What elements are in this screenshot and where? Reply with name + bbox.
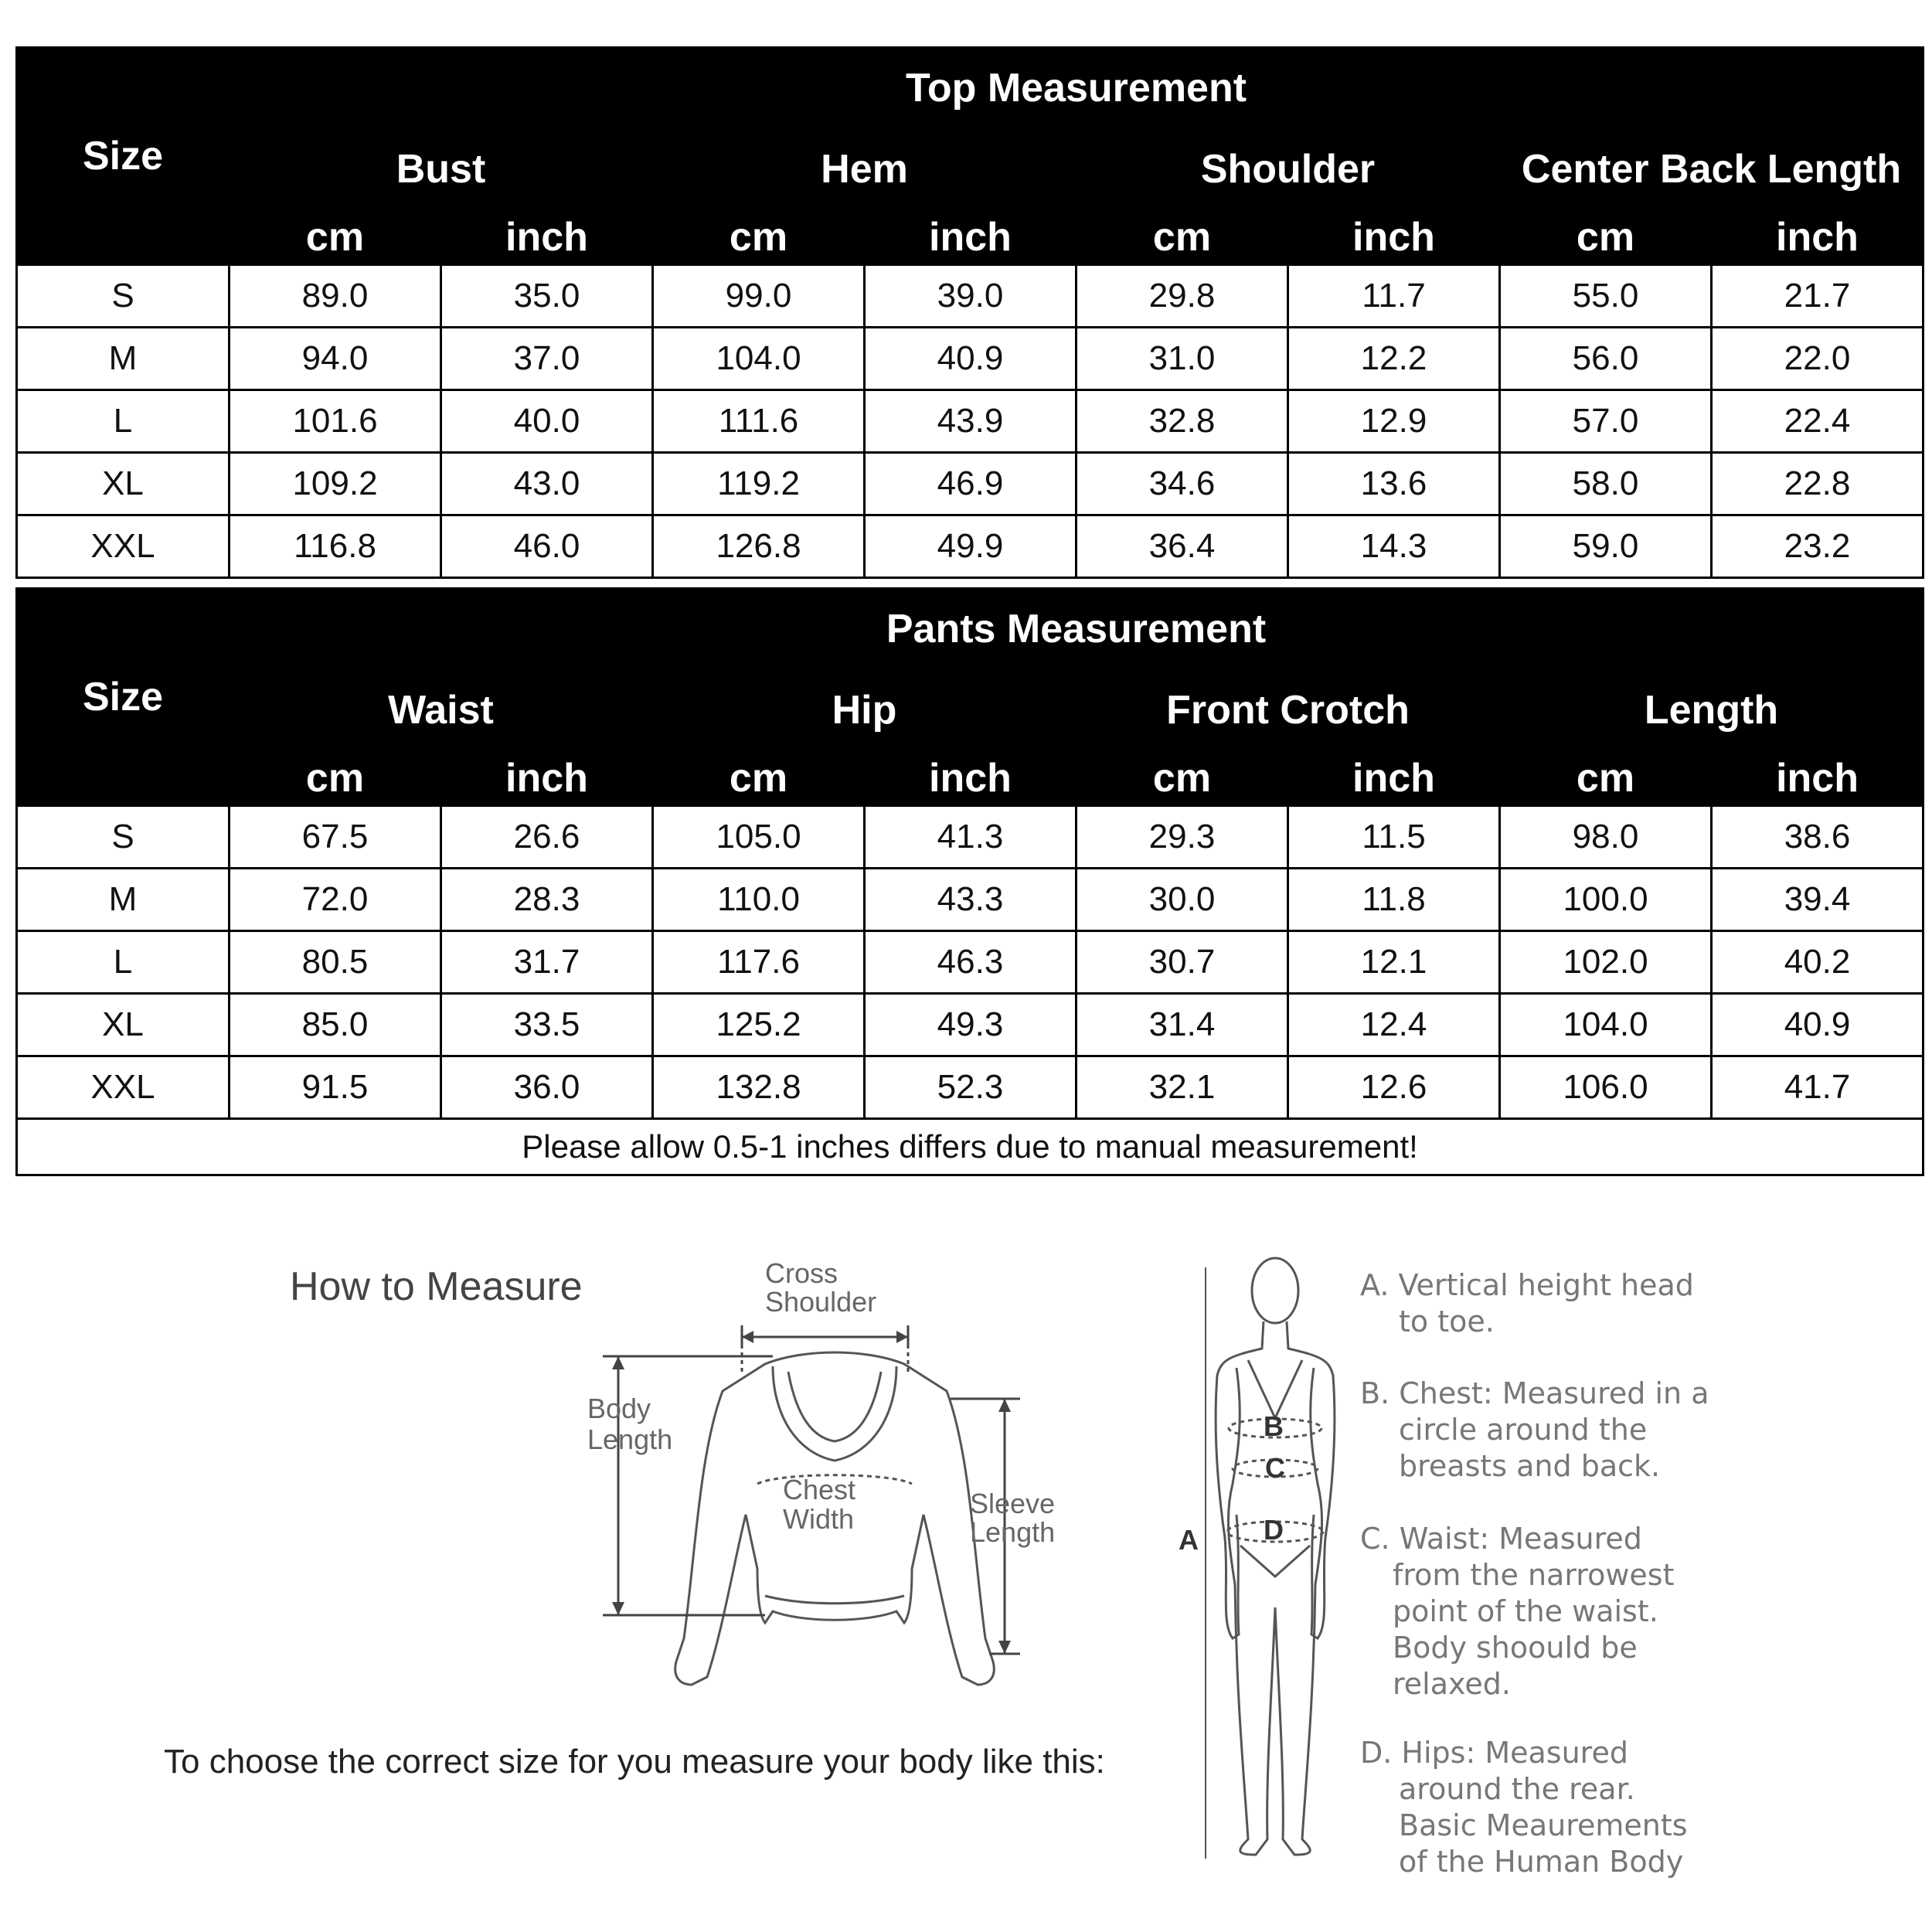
- value-cell: 98.0: [1500, 806, 1712, 869]
- table-row: [17, 328, 1923, 390]
- table-row: [17, 869, 1923, 931]
- value-cell: 22.4: [1712, 390, 1923, 453]
- value-cell: 67.5: [230, 806, 441, 869]
- top-measurement-table: [15, 46, 1924, 579]
- value-cell: 116.8: [230, 515, 441, 578]
- unit-header: cm: [1500, 751, 1712, 806]
- unit-header: inch: [865, 751, 1077, 806]
- value-cell: 43.3: [865, 869, 1077, 931]
- unit-header: cm: [1077, 210, 1288, 265]
- value-cell: 46.3: [865, 931, 1077, 994]
- value-cell: 39.4: [1712, 869, 1923, 931]
- unit-header: cm: [230, 210, 441, 265]
- value-cell: 12.9: [1288, 390, 1500, 453]
- value-cell: 43.9: [865, 390, 1077, 453]
- legend-line: relaxed.: [1393, 1667, 1511, 1701]
- value-cell: 43.0: [441, 453, 653, 515]
- value-cell: 46.0: [441, 515, 653, 578]
- legend-line: of the Human Body: [1399, 1845, 1684, 1879]
- group-header-hip: Hip: [653, 670, 1077, 751]
- value-cell: 56.0: [1500, 328, 1712, 390]
- value-cell: 31.0: [1077, 328, 1288, 390]
- unit-header: inch: [441, 751, 653, 806]
- cross-shoulder-label: Cross: [765, 1257, 838, 1289]
- value-cell: 106.0: [1500, 1056, 1712, 1119]
- legend-line: A. Vertical height head: [1360, 1268, 1694, 1302]
- value-cell: 105.0: [653, 806, 865, 869]
- legend-b: [1360, 1376, 1709, 1485]
- value-cell: 29.3: [1077, 806, 1288, 869]
- how-to-measure-heading: How to Measure: [290, 1264, 583, 1309]
- legend-d: [1360, 1735, 1688, 1880]
- unit-header: inch: [1288, 751, 1500, 806]
- value-cell: 125.2: [653, 994, 865, 1056]
- table-title: Top Measurement: [230, 48, 1923, 129]
- value-cell: 39.0: [865, 265, 1077, 328]
- legend-line: to toe.: [1399, 1304, 1495, 1338]
- value-cell: 40.9: [1712, 994, 1923, 1056]
- value-cell: 29.8: [1077, 265, 1288, 328]
- value-cell: 22.0: [1712, 328, 1923, 390]
- value-cell: 28.3: [441, 869, 653, 931]
- value-cell: 26.6: [441, 806, 653, 869]
- group-header-length: Length: [1500, 670, 1923, 751]
- value-cell: 36.4: [1077, 515, 1288, 578]
- unit-header: cm: [653, 751, 865, 806]
- value-cell: 119.2: [653, 453, 865, 515]
- table-row: [17, 806, 1923, 869]
- value-cell: 30.0: [1077, 869, 1288, 931]
- value-cell: 11.7: [1288, 265, 1500, 328]
- legend-line: D. Hips: Measured: [1360, 1736, 1628, 1770]
- group-header-front-crotch: Front Crotch: [1077, 670, 1500, 751]
- unit-header: inch: [865, 210, 1077, 265]
- marker-d: D: [1264, 1514, 1284, 1546]
- group-header-hem: Hem: [653, 129, 1077, 210]
- value-cell: 37.0: [441, 328, 653, 390]
- value-cell: 80.5: [230, 931, 441, 994]
- unit-header: cm: [653, 210, 865, 265]
- size-cell: L: [17, 931, 230, 994]
- legend-line: from the narrowest: [1393, 1558, 1675, 1592]
- value-cell: 126.8: [653, 515, 865, 578]
- body-figure-drawing: [1216, 1258, 1335, 1855]
- value-cell: 49.9: [865, 515, 1077, 578]
- value-cell: 40.2: [1712, 931, 1923, 994]
- value-cell: 40.0: [441, 390, 653, 453]
- table-row: [17, 515, 1923, 578]
- value-cell: 57.0: [1500, 390, 1712, 453]
- value-cell: 100.0: [1500, 869, 1712, 931]
- chest-width-label: Width: [783, 1503, 855, 1535]
- value-cell: 22.8: [1712, 453, 1923, 515]
- value-cell: 58.0: [1500, 453, 1712, 515]
- marker-b: B: [1264, 1410, 1284, 1442]
- value-cell: 12.4: [1288, 994, 1500, 1056]
- unit-header: cm: [1077, 751, 1288, 806]
- value-cell: 94.0: [230, 328, 441, 390]
- table-row: [17, 453, 1923, 515]
- chest-width-label: Chest: [783, 1474, 856, 1505]
- value-cell: 40.9: [865, 328, 1077, 390]
- table-row: [17, 1056, 1923, 1119]
- marker-c: C: [1265, 1452, 1285, 1484]
- value-cell: 12.1: [1288, 931, 1500, 994]
- value-cell: 12.2: [1288, 328, 1500, 390]
- legend-line: C. Waist: Measured: [1360, 1522, 1642, 1556]
- pants-measurement-table: [15, 587, 1924, 1176]
- legend-line: around the rear.: [1399, 1772, 1635, 1806]
- sleeve-length-label: Sleeve: [970, 1488, 1056, 1519]
- value-cell: 12.6: [1288, 1056, 1500, 1119]
- value-cell: 55.0: [1500, 265, 1712, 328]
- value-cell: 89.0: [230, 265, 441, 328]
- value-cell: 91.5: [230, 1056, 441, 1119]
- size-cell: XL: [17, 453, 230, 515]
- table-title: Pants Measurement: [230, 589, 1923, 670]
- value-cell: 110.0: [653, 869, 865, 931]
- unit-header: cm: [230, 751, 441, 806]
- size-header: Size: [17, 589, 230, 806]
- value-cell: 117.6: [653, 931, 865, 994]
- value-cell: 85.0: [230, 994, 441, 1056]
- value-cell: 36.0: [441, 1056, 653, 1119]
- value-cell: 49.3: [865, 994, 1077, 1056]
- legend-line: B. Chest: Measured in a: [1360, 1376, 1709, 1410]
- group-header-shoulder: Shoulder: [1077, 129, 1500, 210]
- value-cell: 34.6: [1077, 453, 1288, 515]
- size-cell: S: [17, 265, 230, 328]
- table-row: [17, 265, 1923, 328]
- value-cell: 111.6: [653, 390, 865, 453]
- shirt-labels: [587, 1257, 1055, 1548]
- value-cell: 46.9: [865, 453, 1077, 515]
- size-cell: M: [17, 869, 230, 931]
- legend-c: [1360, 1521, 1674, 1702]
- marker-a: A: [1179, 1524, 1199, 1556]
- instruction-text: To choose the correct size for you measure your body like this:: [164, 1743, 1105, 1781]
- unit-header: inch: [1288, 210, 1500, 265]
- legend-line: Basic Meaurements: [1399, 1808, 1688, 1842]
- size-cell: S: [17, 806, 230, 869]
- value-cell: 21.7: [1712, 265, 1923, 328]
- value-cell: 101.6: [230, 390, 441, 453]
- value-cell: 11.5: [1288, 806, 1500, 869]
- value-cell: 11.8: [1288, 869, 1500, 931]
- value-cell: 52.3: [865, 1056, 1077, 1119]
- sleeve-length-label: Length: [970, 1516, 1056, 1548]
- legend-line: breasts and back.: [1399, 1449, 1661, 1483]
- group-header-bust: Bust: [230, 129, 653, 210]
- unit-header: inch: [1712, 751, 1923, 806]
- size-cell: M: [17, 328, 230, 390]
- value-cell: 72.0: [230, 869, 441, 931]
- size-cell: XXL: [17, 515, 230, 578]
- size-header: Size: [17, 48, 230, 265]
- unit-header: cm: [1500, 210, 1712, 265]
- group-header-waist: Waist: [230, 670, 653, 751]
- table-row: [17, 931, 1923, 994]
- value-cell: 32.1: [1077, 1056, 1288, 1119]
- value-cell: 38.6: [1712, 806, 1923, 869]
- size-cell: L: [17, 390, 230, 453]
- group-header-center-back-length: Center Back Length: [1500, 129, 1923, 210]
- measurement-note: Please allow 0.5-1 inches differs due to manual measurement!: [17, 1119, 1923, 1175]
- body-length-label: Length: [587, 1423, 673, 1455]
- value-cell: 32.8: [1077, 390, 1288, 453]
- value-cell: 14.3: [1288, 515, 1500, 578]
- value-cell: 41.3: [865, 806, 1077, 869]
- table-row: [17, 994, 1923, 1056]
- value-cell: 102.0: [1500, 931, 1712, 994]
- value-cell: 13.6: [1288, 453, 1500, 515]
- value-cell: 104.0: [653, 328, 865, 390]
- value-cell: 31.4: [1077, 994, 1288, 1056]
- value-cell: 104.0: [1500, 994, 1712, 1056]
- value-cell: 31.7: [441, 931, 653, 994]
- legend-line: circle around the: [1399, 1413, 1648, 1447]
- size-cell: XL: [17, 994, 230, 1056]
- cross-shoulder-label: Shoulder: [765, 1286, 877, 1318]
- legend-line: point of the waist.: [1393, 1594, 1658, 1628]
- table-row: [17, 390, 1923, 453]
- legend-a: [1360, 1267, 1694, 1340]
- size-cell: XXL: [17, 1056, 230, 1119]
- value-cell: 33.5: [441, 994, 653, 1056]
- body-length-label: Body: [587, 1393, 651, 1424]
- value-cell: 109.2: [230, 453, 441, 515]
- value-cell: 41.7: [1712, 1056, 1923, 1119]
- value-cell: 59.0: [1500, 515, 1712, 578]
- unit-header: inch: [1712, 210, 1923, 265]
- value-cell: 99.0: [653, 265, 865, 328]
- legend-line: Body shoould be: [1393, 1631, 1638, 1665]
- value-cell: 23.2: [1712, 515, 1923, 578]
- value-cell: 132.8: [653, 1056, 865, 1119]
- value-cell: 30.7: [1077, 931, 1288, 994]
- unit-header: inch: [441, 210, 653, 265]
- value-cell: 35.0: [441, 265, 653, 328]
